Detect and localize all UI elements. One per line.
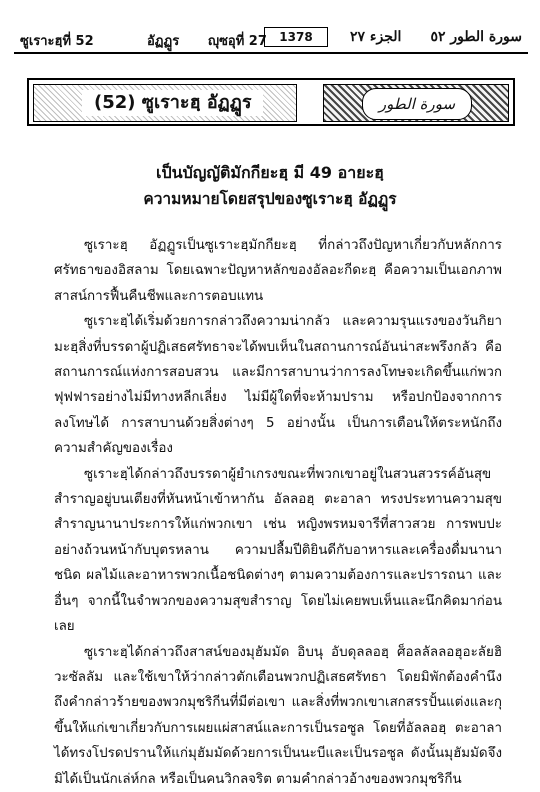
summary-heading: ความหมายโดยสรุปของซูเราะฮฺ อัฏฏูร — [143, 190, 397, 208]
summary-body — [54, 233, 502, 792]
surah-title-frame — [27, 78, 515, 126]
title-ornament-panel — [33, 84, 297, 122]
surah-name-arabic: سورة الطور ٥٢ — [430, 29, 522, 45]
surah-number-thai: ซูเราะฮฺที่ 52 — [20, 34, 94, 49]
surah-name-thai: อัฏฏูร — [147, 34, 180, 49]
calligraphy-cartouche — [362, 88, 472, 120]
calligraphy-ornament-panel — [323, 84, 509, 122]
paragraph: ซูเราะฮฺได้กล่าวถึงบรรดาผู้ยำเกรงขณะที่พวกเขาอยู่ในสวนสวรรค์อันสุขสำราญอยู่บนเตียงที่หันหน้าเข้าหากัน อัลลอฮฺ ตะอาลา ทรงประทานความสุขสำราญนานาประการให้แก่พวกเขา เช่น หญิงพรหมจารีที่สาวสวย การพบปะอย่างถ้วนหน้ากับบุตรหลาน ความปลื้มปีติยินดีกับอาหารและเครื่องดื่มนานาชนิด ผลไม้และอาหารพวกเนื้อชนิดต่างๆ ตามความต้องการและปรารถนา และอื่นๆ จากนี้ในจำพวกของความสุขสำราญ โดยไม่เคยพบเห็นและนึกคิดมาก่อนเลย — [54, 466, 502, 635]
juz-number-arabic: الجزء ٢٧ — [350, 29, 402, 45]
revelation-heading: เป็นบัญญัติมักกียะฮฺ มี 49 อายะฮฺ — [156, 163, 384, 182]
surah-title-label: (52) ซูเราะฮฺ อัฏฏูร — [82, 90, 263, 116]
paragraph: ซูเราะฮฺได้กล่าวถึงสาสน์ของมุฮัมมัด อิบนุ อับดุลลอฮฺ ศ็อลลัลลอฮุอะลัยฮิวะซัลลัม และใช้เขาให้ว่ากล่าวตักเตือนพวกปฏิเสธศรัทธา โดยมิพักต้องคำนึงถึงคำกล่าวร้ายของพวกมุชริกีนที่มีต่อเขา และสิ่งที่พวกเขาเสกสรรปั้นแต่งและกุขึ้นให้แก่เขาเกี่ยวกับการเผยแผ่สาสน์และการเป็นรอซูล โดยที่อัลลอฮฺ ตะอาลา ได้ทรงโปรดปรานให้แก่มุฮัมมัดด้วยการเป็นนะบีและเป็นรอซูล ดังนั้นมุฮัมมัดจึงมิได้เป็นนักเล่ห์กล หรือเป็นคนวิกลจริต ตามคำกล่าวอ้างของพวกมุชริกีน — [54, 644, 502, 787]
surah-calligraphy: سورة الطور — [378, 95, 456, 113]
header-divider — [14, 52, 528, 54]
page-number-box: 1378 — [264, 27, 328, 47]
juz-number-thai: ญุซอุที่ 27 — [208, 34, 267, 49]
page-header — [14, 26, 528, 50]
paragraph: ซูเราะฮฺ อัฏฏูรเป็นซูเราะฮฺมักกียะฮฺ ที่กล่าวถึงปัญหาเกี่ยวกับหลักการศรัทธาของอิสลาม โดยเฉพาะปัญหาหลักของอัลอะกีดะฮฺ คือความเป็นเอกภาพ สาสน์การฟื้นคืนชีพและการตอบแทน — [54, 238, 502, 304]
paragraph: ซูเราะฮฺได้เริ่มด้วยการกล่าวถึงความน่ากลัว และความรุนแรงของวันกิยามะฮฺสิ่งที่บรรดาผู้ปฏิเสธศรัทธาจะได้พบเห็นในสถานการณ์อันน่าสะพรึงกลัว คือสถานการณ์แห่งการสอบสวน และมีการสาบานว่าการลงโทษจะเกิดขึ้นแก่พวกฟุฟฟารอย่างไม่มีทางหลีกเลี่ยง ไม่มีผู้ใดที่จะห้ามปราม หรือปกป้องจากการลงโทษได้ การสาบานด้วยสิ่งต่างๆ 5 อย่างนั้น เป็นการเตือนให้ตระหนักถึงความสำคัญของเรื่อง — [54, 314, 502, 457]
